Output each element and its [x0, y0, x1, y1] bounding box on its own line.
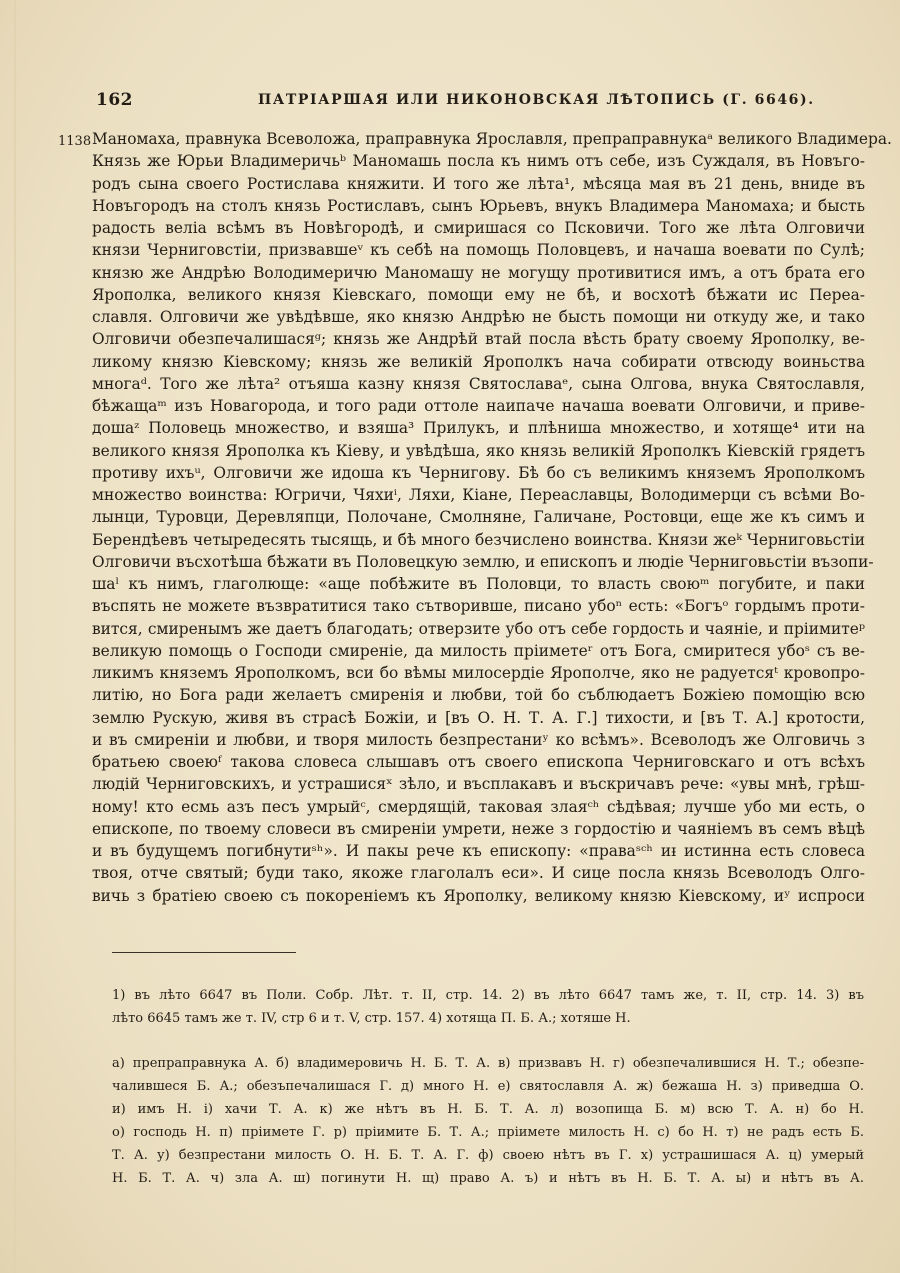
text-line: лынци, Туровци, Деревляпци, Полочане, Смолняне, Галичане, Ростовци, еще же къ симъ и	[92, 508, 865, 527]
text-line: великую помощь о Господи смиреніе, да милость пріиметeʳ отъ Бога, смиритеся убоˢ съ ве-	[92, 641, 865, 660]
text-line: Ярополка, великого князя Кіевскаго, помощи ему не бѣ, и восхотѣ бѣжати ис Переа-	[92, 285, 865, 304]
text-line: Маномаха, правнука Всеволожа, праправнука Ярославля, препраправнукаᵃ великого Владимера.	[92, 130, 892, 148]
text-line: литію, но Бога ради желаетъ смиренія и любви, той бо съблюдаетъ Божіею помощію всю	[92, 686, 865, 705]
text-line: Олговичи обезпечалишасяᵍ; князь же Андрѣй втай посла вѣсть брату своему Ярополку, ве-	[92, 330, 865, 349]
variant-note-line: а) препраправнука А. б) владимеровичь Н. Б. Т. А. в) призвавъ Н. г) обезпечалившися Н. Т.; обезпе-	[112, 1056, 864, 1071]
text-line: людій Черниговскихъ, и устрашисяˣ зѣло, и въсплакавъ и въскричавъ рече: «увы мнѣ, грѣш-	[92, 775, 865, 794]
margin-year-marker: 1138	[58, 134, 92, 149]
text-line: и въ будущемъ погибнутиˢʰ». И пакы рече къ епископу: «праваˢᶜʰ иᵻ истинна есть словеса	[92, 842, 865, 860]
variant-note-line: чалившеся Б. А.; обезъпечалишася Г. д) много Н. е) святославля А. ж) бежаша Н. з) приведша О.	[112, 1079, 864, 1094]
text-line: славля. Олговичи же увѣдѣвше, яко князю Андрѣю не бысть помощи ни откуду же, и тако	[92, 308, 865, 326]
variant-note-line: Т. А. у) безпрестани милость О. Н. Б. Т. А. Г. ф) своею нѣтъ въ Г. х) устрашишася А. ц) умерый	[112, 1148, 864, 1163]
text-line: множество воинства: Югричи, Чяхиⁱ, Ляхи, Кіане, Переаславцы, Володимерци съ всѣми Во-	[92, 486, 865, 504]
text-line: епископе, по твоему словеси въ смиреніи умрети, неже з гордостію и чаяніемъ въ семъ вѣцѣ	[92, 819, 865, 838]
text-line: Новъгородъ на столъ князь Ростиславъ, сынъ Юрьевъ, внукъ Владимера Маномаха; и бысть	[92, 196, 865, 215]
text-line: Князь же Юрьи Владимеричьᵇ Маномашь посла къ нимъ отъ себе, изъ Суждаля, въ Новъго-	[92, 152, 865, 171]
text-line: ликому князю Кіевскому; князь же великій Ярополкъ нача собирати отвсюду воиньства	[92, 352, 865, 371]
text-line: вится, смиренымъ же даетъ благодать; отверзите убо отъ себе гордость и чаяніе, и пріимитеᵖ	[92, 619, 865, 638]
text-line: радость веліа всѣмъ въ Новѣгородѣ, и смиришася со Псковичи. Того же лѣта Олговичи	[92, 219, 865, 237]
text-line: князю же Андрѣю Володимеричю Маномашу не могущу противитися имъ, а отъ брата его	[92, 263, 865, 282]
variant-note-line: Н. Б. Т. А. ч) зла А. ш) погинути Н. щ) право А. ъ) и нѣтъ въ Н. Б. Т. А. ы) и нѣтъ въ А.	[112, 1171, 864, 1186]
text-line: противу ихъᵘ, Олговичи же идоша къ Чернигову. Бѣ бо съ великимъ княземъ Ярополкомъ	[92, 463, 865, 482]
text-line: вичь з братіею своею съ покореніемъ къ Ярополку, великому князю Кіевскому, иʸ испроси	[92, 886, 865, 905]
text-line: Берендѣевъ четыредесять тысящь, и бѣ много безчислено воинства. Князи жеᵏ Черниговьстіи	[92, 530, 865, 549]
text-line: ному! кто есмь азъ песъ умрыйᶜ, смердящій, таковая злаяᶜʰ сѣдѣвая; лучше убо ми есть, о	[92, 797, 865, 816]
page-edge-shadow	[14, 0, 16, 1273]
text-line: многаᵈ. Того же лѣта² отъяша казну князя Святославаᵉ, сына Олгова, внука Святославля,	[92, 374, 865, 393]
page-number: 162	[96, 90, 133, 110]
text-line: дошаᶻ Половець множество, и взяша³ Прилукъ, и плѣниша множество, и хотяще⁴ ити на	[92, 419, 865, 438]
text-line: князи Черниговстіи, призвавшеᵛ къ себѣ на помощь Половцевъ, и начаша воевати по Сулѣ;	[92, 241, 865, 260]
text-line: и въ смиреніи и любви, и творя милость безпрестаниʸ ко всѣмъ». Всеволодъ же Олговичь з	[92, 730, 865, 749]
variant-note-line: и) имъ Н. і) хачи Т. А. к) же нѣтъ въ Н. Б. Т. А. л) возопища Б. м) всю Т. А. н) бо Н.	[112, 1102, 864, 1117]
text-line: родъ сына своего Ростислава княжити. И того же лѣта¹, мѣсяца мая въ 21 день, вниде въ	[92, 174, 865, 193]
text-line: твоя, отче святый; буди тако, якоже глаголалъ еси». И сице посла князь Всеволодъ Олго-	[92, 864, 865, 883]
page-header	[96, 90, 876, 116]
text-line: шаˡ къ нимъ, глаголюще: «аще побѣжите въ Половци, то власть своюᵐ погубите, и паки	[92, 575, 865, 593]
text-line: бѣжащаᵐ изъ Новагорода, и того ради оттоле наипаче начаша воевати Олговичи, и приве-	[92, 397, 865, 415]
main-text-block	[92, 128, 892, 907]
footnote-line: лѣто 6645 тамъ же т. IV, стр 6 и т. V, стр. 157. 4) хотяща П. Б. А.; хотяше Н.	[112, 1011, 631, 1026]
text-line: землю Рускую, живя въ страсѣ Божіи, и [въ О. Н. Т. А. Г.] тихости, и [въ Т. А.] кротости,	[92, 708, 865, 727]
footnote-separator-rule	[112, 952, 296, 953]
variant-note-line: о) господь Н. п) пріимете Г. р) пріимите Б. Т. А.; пріимете милость Н. с) бо Н. т) не радъ есть Б.	[112, 1125, 864, 1140]
numbered-footnotes	[112, 984, 864, 1030]
text-line: въспять не можете възвратитися тако сътворивше, писано убоⁿ есть: «Богъᵒ гордымъ проти-	[92, 597, 865, 616]
text-line: Олговичи въсхотѣша бѣжати въ Половецкую землю, и епископъ и людіе Черниговьстіи възопи-	[92, 552, 874, 571]
text-line: великого князя Ярополка къ Кіеву, и увѣдѣша, яко князь великій Ярополкъ Кіевскій грядетъ	[92, 441, 865, 460]
text-line: братьею своеюᶠ такова словеса слышавъ отъ своего епископа Черниговскаго и отъ всѣхъ	[92, 753, 865, 771]
lettered-variant-notes	[112, 1052, 864, 1190]
footnote-line: 1) въ лѣто 6647 въ Поли. Собр. Лѣт. т. II, стр. 14. 2) въ лѣто 6647 тамъ же, т. II, стр. 14. 3) въ	[112, 988, 864, 1003]
running-title: ПАТРІАРШАЯ ИЛИ НИКОНОВСКАЯ ЛѢТОПИСЬ (Г. 6646).	[258, 92, 815, 108]
text-line: ликимъ княземъ Ярополкомъ, вси бо вѣмы милосердіе Ярополче, яко не радуетсяᵗ кровопро-	[92, 664, 865, 682]
